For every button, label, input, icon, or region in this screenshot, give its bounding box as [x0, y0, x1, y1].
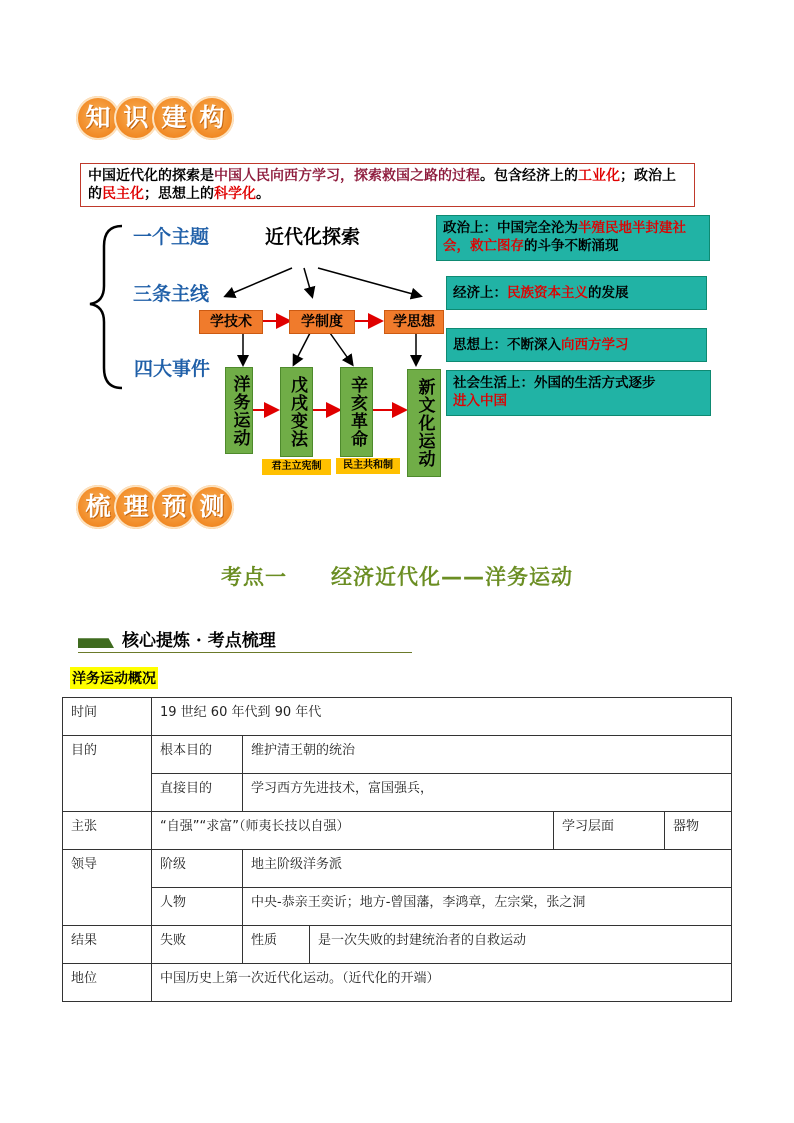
note-economy — [446, 276, 707, 310]
event-westernization: 洋务运动 — [225, 367, 253, 454]
note-text: 政治上：中国完全沦为 — [443, 220, 578, 236]
table-cell: 学习层面 — [554, 812, 665, 850]
intro-text: 。包含经济上的 — [480, 168, 578, 184]
lines-label: 三条主线 — [133, 283, 210, 305]
tag-constitutional-monarchy: 君主立宪制 — [262, 459, 331, 475]
line-box-technology: 学技术 — [199, 310, 263, 334]
tag-democratic-republic: 民主共和制 — [336, 458, 400, 474]
table-cell: 直接目的 — [152, 774, 243, 812]
table-cell: 器物 — [665, 812, 732, 850]
table-cell: 目的 — [63, 736, 152, 812]
table-cell: 学习西方先进技术，富国强兵， — [243, 774, 732, 812]
header-char: 梳 — [76, 485, 120, 529]
intro-text: ；政治上的 — [88, 168, 676, 202]
intro-text: ；思想上的 — [144, 186, 214, 202]
table-cell: 19 世纪 60 年代到 90 年代 — [152, 698, 732, 736]
intro-text: 。 — [256, 186, 270, 202]
table-cell: 中央-恭亲王奕䜣；地方-曾国藩，李鸿章，左宗棠，张之洞 — [243, 888, 732, 926]
note-text: 的发展 — [588, 285, 629, 301]
table-cell: 根本目的 — [152, 736, 243, 774]
header-char: 预 — [152, 485, 196, 529]
header-char: 识 — [114, 96, 158, 140]
nature-key: 性质 — [243, 926, 310, 963]
westernization-table — [62, 697, 732, 1002]
theme-label: 一个主题 — [133, 226, 210, 248]
note-text: 社会生活上：外国的生活方式逐步 — [453, 375, 656, 391]
core-heading — [78, 626, 412, 653]
note-text: 思想上：不断深入 — [453, 337, 561, 353]
point-title: 考点一 经济近代化——洋务运动 — [221, 565, 573, 589]
event-new-culture: 新文化运动 — [407, 369, 441, 477]
events-label: 四大事件 — [134, 358, 211, 380]
intro-highlight: 工业化 — [578, 168, 620, 184]
note-text: 经济上： — [453, 285, 507, 301]
intro-highlight: 科学化 — [214, 186, 256, 202]
note-highlight: 半殖民地半封建社会，救亡图存 — [443, 220, 686, 254]
event-xinhai-revolution: 辛亥革命 — [340, 367, 373, 457]
table-cell: 维护清王朝的统治 — [243, 736, 732, 774]
table-row — [63, 888, 732, 926]
table-row — [63, 698, 732, 736]
table-row — [63, 926, 732, 964]
header-char: 测 — [190, 485, 234, 529]
theme-title: 近代化探索 — [265, 226, 361, 248]
table-cell: 人物 — [152, 888, 243, 926]
table-cell: 时间 — [63, 698, 152, 736]
note-highlight: 进入中国 — [453, 393, 507, 409]
table-cell: 地主阶级洋务派 — [243, 850, 732, 888]
note-thought — [446, 328, 707, 362]
table-row — [63, 812, 732, 850]
table-row — [63, 774, 732, 812]
table-cell: 失败 — [152, 926, 243, 964]
table-row — [63, 736, 732, 774]
table-cell: 结果 — [63, 926, 152, 964]
table-cell — [243, 926, 732, 964]
note-highlight: 向西方学习 — [561, 337, 629, 353]
table-row — [63, 850, 732, 888]
intro-text: 中国近代化的探索是 — [88, 168, 214, 184]
table-cell: 主张 — [63, 812, 152, 850]
header-char: 知 — [76, 96, 120, 140]
header-char: 建 — [152, 96, 196, 140]
note-politics — [436, 215, 710, 261]
nature-value: 是一次失败的封建统治者的自救运动 — [318, 933, 527, 948]
table-row — [63, 964, 732, 1002]
header-char: 理 — [114, 485, 158, 529]
heading-bar-icon — [78, 634, 114, 648]
note-highlight: 民族资本主义 — [507, 285, 588, 301]
note-text: 的斗争不断涌现 — [524, 238, 619, 254]
header-char: 构 — [190, 96, 234, 140]
table-cell: 中国历史上第一次近代化运动。（近代化的开端） — [152, 964, 732, 1002]
intro-highlight: 中国人民向西方学习，探索救国之路的过程 — [214, 168, 480, 184]
intro-highlight: 民主化 — [102, 186, 144, 202]
table-cell: 阶级 — [152, 850, 243, 888]
event-reform-1898: 戊戌变法 — [280, 367, 313, 457]
table-cell: “自强”“求富”（师夷长技以自强） — [152, 812, 554, 850]
core-heading-text: 核心提炼 · 考点梳理 — [122, 631, 276, 651]
line-box-thought: 学思想 — [384, 310, 444, 334]
note-social — [446, 370, 711, 416]
table-title: 洋务运动概况 — [70, 667, 158, 689]
table-cell: 地位 — [63, 964, 152, 1002]
table-cell: 领导 — [63, 850, 152, 926]
line-box-system: 学制度 — [289, 310, 355, 334]
